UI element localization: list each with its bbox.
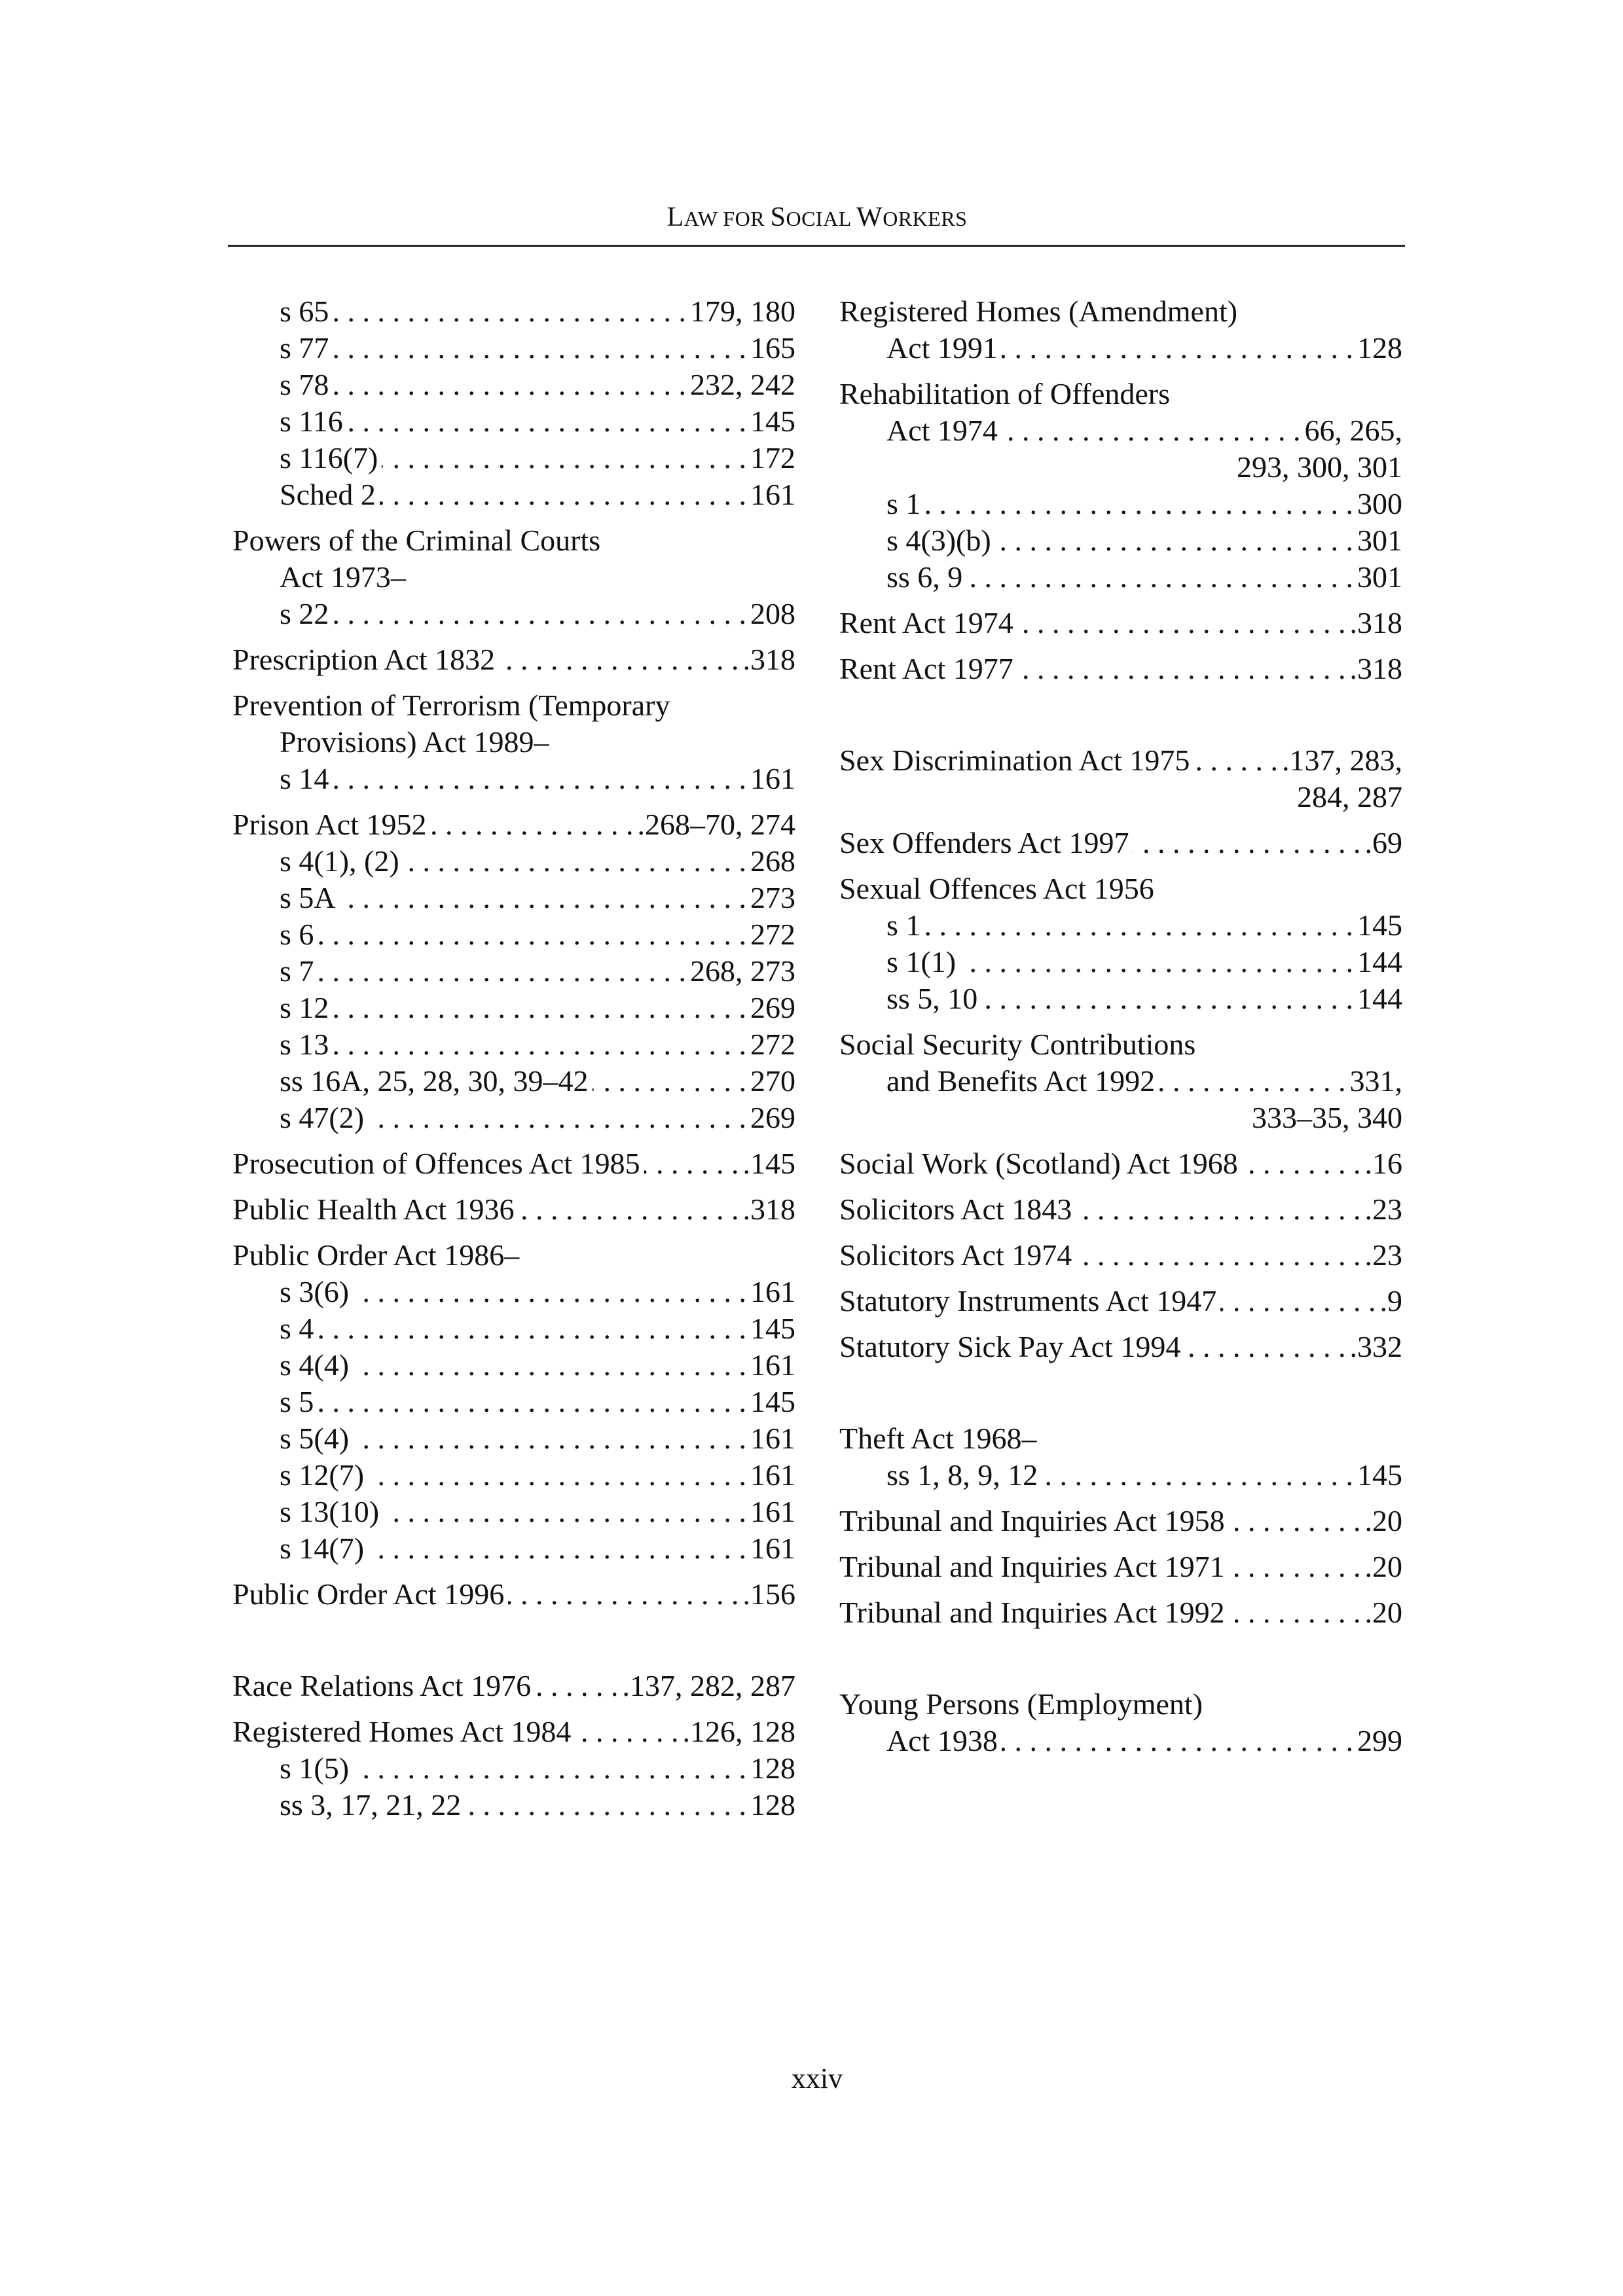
index-entry-text: s 5A: [280, 881, 336, 914]
index-heading-text: Public Order Act 1986–: [232, 1238, 520, 1272]
dot-leader: [430, 806, 633, 843]
index-entry-pages: 301: [1357, 560, 1402, 594]
index-entry: [232, 1457, 795, 1494]
index-entry: [232, 1191, 795, 1228]
index-entry-pages: .332: [1349, 1330, 1402, 1363]
index-heading-text: Sexual Offences Act 1956: [839, 872, 1154, 905]
index-entry-pages: 301: [1357, 524, 1402, 557]
spacer: [232, 513, 795, 522]
index-entry: [232, 1420, 795, 1457]
spacer: [839, 1182, 1402, 1191]
index-entry-pages: 145: [750, 404, 795, 438]
index-entry-text: Act 1938: [886, 1724, 998, 1757]
dot-leader: [1002, 330, 1353, 367]
index-entry-text: s 6: [280, 918, 314, 951]
index-heading-text: Rehabilitation of Offenders: [839, 377, 1171, 410]
dot-leader: [333, 367, 686, 403]
dot-leader: [981, 980, 1353, 1017]
index-entry: [839, 944, 1402, 980]
index-entry-pages: .23: [1364, 1193, 1402, 1226]
dot-leader: [1002, 412, 1301, 449]
dot-leader: [1133, 825, 1360, 861]
index-entry: [839, 330, 1402, 367]
dot-leader: [368, 1530, 746, 1567]
spacer: [232, 632, 795, 641]
index-entry-text: Public Order Act 1996: [232, 1577, 505, 1611]
index-entry-text: s 1: [886, 487, 921, 520]
dot-leader: [318, 1310, 746, 1347]
index-entry-pages: .16: [1364, 1147, 1402, 1180]
dot-leader: [593, 1063, 746, 1100]
index-entry: [839, 605, 1402, 641]
index-entry: [232, 403, 795, 440]
index-entry: [839, 1329, 1402, 1365]
index-entry-pages: 272: [750, 918, 795, 951]
index-heading-text: Young Persons (Employment): [839, 1687, 1203, 1721]
dot-leader: [960, 944, 1353, 980]
index-entry-continuation: [839, 779, 1402, 816]
index-entry-text: Prison Act 1952: [232, 808, 427, 841]
dot-leader: [382, 440, 746, 476]
index-entry-text: and Benefits Act 1992: [886, 1064, 1156, 1098]
index-entry-pages: .145: [742, 1147, 795, 1180]
dot-leader: [465, 1787, 746, 1823]
page-number: xxiv: [791, 2062, 843, 2094]
index-entry-pages: .20: [1364, 1596, 1402, 1629]
dot-leader: [924, 907, 1353, 944]
dot-leader: [1229, 1503, 1361, 1539]
index-heading: [839, 870, 1402, 907]
dot-leader: [340, 880, 746, 916]
dot-leader: [1242, 1145, 1361, 1182]
dot-leader: [1229, 1549, 1361, 1585]
dot-leader: [353, 1750, 746, 1787]
index-entry: [232, 596, 795, 632]
index-entry-text: s 13: [280, 1028, 329, 1061]
index-entry: [232, 293, 795, 330]
spacer: [839, 1136, 1402, 1145]
index-entry: [232, 440, 795, 476]
index-entry-pages: 161: [750, 1532, 795, 1565]
index-entry: [839, 907, 1402, 944]
index-entry-pages: .156: [742, 1577, 795, 1611]
index-heading: [232, 724, 795, 761]
index-entry-pages: .9: [1379, 1284, 1402, 1318]
index-entry-text: ss 5, 10: [886, 982, 978, 1015]
header-rule: [228, 245, 1405, 247]
index-entry: [232, 1274, 795, 1310]
index-entry-text: s 14(7): [280, 1532, 365, 1565]
index-entry-pages: 268, 273: [690, 954, 795, 988]
dot-leader: [508, 1576, 739, 1613]
index-entry-pages: .318: [742, 1193, 795, 1226]
index-column-right: [839, 293, 1402, 1759]
index-entry-pages: 232, 242: [690, 368, 795, 401]
index-entry-text: s 65: [280, 295, 329, 328]
index-heading: [839, 376, 1402, 412]
index-entry-pages: 145: [750, 1385, 795, 1418]
dot-leader: [1042, 1457, 1353, 1494]
index-entry-pages: 145: [1357, 908, 1402, 942]
index-entry: [232, 843, 795, 880]
index-entry-text: s 4(3)(b): [886, 524, 991, 557]
index-entry-text: s 1(1): [886, 945, 957, 978]
index-entry: [232, 1026, 795, 1063]
index-entry-pages: 165: [750, 331, 795, 365]
index-entry-text: Tribunal and Inquiries Act 1992: [839, 1596, 1225, 1629]
spacer: [839, 816, 1402, 825]
index-heading: [839, 293, 1402, 330]
index-entry-continuation: [839, 449, 1402, 486]
index-entry-pages: 172: [750, 441, 795, 475]
index-entry-pages: .23: [1364, 1238, 1402, 1272]
index-entry-pages: 128: [750, 1751, 795, 1785]
spacer: [232, 1136, 795, 1145]
index-entry: [232, 806, 795, 843]
index-entry-pages: .20: [1364, 1504, 1402, 1537]
index-entry-pages: .268–70, 274: [637, 808, 795, 841]
index-entry: [232, 476, 795, 513]
index-entry-pages: .20: [1364, 1550, 1402, 1583]
spacer: [232, 1228, 795, 1237]
index-entry: [232, 1750, 795, 1787]
index-entry-continuation: [839, 1100, 1402, 1136]
dot-leader: [1017, 651, 1346, 687]
index-entry: [839, 825, 1402, 861]
index-entry-text: Rent Act 1977: [839, 652, 1013, 685]
index-entry: [232, 367, 795, 403]
index-heading-text: Registered Homes (Amendment): [839, 295, 1238, 328]
index-entry-pages: .318: [742, 643, 795, 676]
index-entry: [232, 990, 795, 1026]
index-heading-text: Powers of the Criminal Courts: [232, 524, 601, 557]
index-entry-pages: 161: [750, 762, 795, 795]
spacer: [232, 678, 795, 687]
index-entry-text: s 5: [280, 1385, 314, 1418]
index-entry: [232, 1100, 795, 1136]
index-entry-pages: 268: [750, 844, 795, 878]
index-entry-text: s 13(10): [280, 1495, 380, 1528]
dot-leader: [1184, 1329, 1345, 1365]
index-entry: [232, 1063, 795, 1100]
dot-leader: [353, 1274, 746, 1310]
dot-leader: [383, 1494, 746, 1530]
index-entry: [839, 1191, 1402, 1228]
dot-leader: [519, 1191, 739, 1228]
index-entry-pages: .318: [1349, 606, 1402, 639]
index-entry-text: Statutory Instruments Act 1947: [839, 1284, 1217, 1318]
index-entry: [839, 412, 1402, 449]
dot-leader: [1194, 742, 1278, 779]
index-heading: [232, 687, 795, 724]
index-entry: [839, 1237, 1402, 1274]
dot-leader: [1229, 1594, 1361, 1631]
index-entry-text: s 78: [280, 368, 329, 401]
index-heading-text: Social Security Contributions: [839, 1028, 1196, 1061]
spacer: [232, 1613, 795, 1668]
index-entry-text: Public Health Act 1936: [232, 1193, 515, 1226]
index-entry-pages: 284, 287: [1297, 780, 1402, 814]
spacer: [839, 1539, 1402, 1549]
spacer: [839, 687, 1402, 742]
index-entry-pages: 331,: [1349, 1064, 1402, 1098]
index-entry-text: Sex Discrimination Act 1975: [839, 744, 1190, 777]
dot-leader: [368, 1457, 746, 1494]
index-entry-text: s 116: [280, 404, 343, 438]
index-entry-pages: 293, 300, 301: [1237, 450, 1402, 484]
dot-leader: [924, 486, 1353, 522]
spacer: [839, 1319, 1402, 1329]
index-entry: [839, 1283, 1402, 1319]
header-letter: L: [666, 202, 684, 232]
index-entry-pages: 300: [1357, 487, 1402, 520]
index-entry-text: Prosecution of Offences Act 1985: [232, 1147, 640, 1180]
index-entry: [839, 1457, 1402, 1494]
index-entry-pages: 299: [1357, 1724, 1402, 1757]
spacer: [232, 797, 795, 806]
index-entry: [232, 330, 795, 367]
header-smallcaps: OCIAL: [786, 207, 857, 230]
index-entry-pages: 273: [750, 881, 795, 914]
index-entry: [839, 1594, 1402, 1631]
dot-leader: [403, 843, 746, 880]
dot-leader: [318, 1384, 746, 1420]
index-entry-pages: .137, 283,: [1282, 744, 1402, 777]
spacer: [839, 1494, 1402, 1503]
spacer: [232, 1704, 795, 1713]
index-entry-pages: 161: [750, 1458, 795, 1492]
dot-leader: [1076, 1191, 1360, 1228]
index-entry-text: Race Relations Act 1976: [232, 1669, 532, 1702]
index-entry-pages: 161: [750, 478, 795, 511]
index-entry: [232, 1494, 795, 1530]
index-entry-text: s 1: [886, 908, 921, 942]
spacer: [839, 367, 1402, 376]
dot-leader: [1076, 1237, 1360, 1274]
index-entry-pages: 144: [1357, 945, 1402, 978]
index-entry-pages: 179, 180: [690, 295, 795, 328]
dot-leader: [333, 761, 746, 797]
header-letter: S: [770, 202, 786, 232]
dot-leader: [575, 1713, 678, 1750]
index-entry-pages: 161: [750, 1495, 795, 1528]
dot-leader: [644, 1145, 739, 1182]
dot-leader: [499, 641, 739, 678]
index-heading: [232, 559, 795, 596]
index-heading-text: Act 1973–: [280, 560, 406, 594]
index-entry-text: s 116(7): [280, 441, 378, 475]
index-entry-pages: 128: [750, 1788, 795, 1821]
dot-leader: [333, 1026, 746, 1063]
dot-leader: [333, 330, 746, 367]
index-entry-text: ss 6, 9: [886, 560, 963, 594]
index-entry-pages: 333–35, 340: [1252, 1101, 1402, 1134]
index-entry: [839, 1503, 1402, 1539]
index-entry-pages: 128: [1357, 331, 1402, 365]
index-entry-text: s 22: [280, 597, 329, 630]
index-entry-pages: 144: [1357, 982, 1402, 1015]
index-entry-text: Tribunal and Inquiries Act 1971: [839, 1550, 1225, 1583]
index-entry: [232, 1145, 795, 1182]
index-entry: [839, 486, 1402, 522]
spacer: [839, 861, 1402, 870]
running-header: [228, 202, 1406, 233]
spacer: [839, 1274, 1402, 1283]
index-entry: [232, 880, 795, 916]
dot-leader: [380, 476, 746, 513]
index-entry-text: ss 3, 17, 21, 22: [280, 1788, 462, 1821]
index-entry-text: ss 16A, 25, 28, 30, 39–42: [280, 1064, 589, 1098]
dot-leader: [535, 1668, 618, 1704]
index-entry: [232, 1668, 795, 1704]
index-entry-pages: 145: [750, 1312, 795, 1345]
index-entry-text: s 7: [280, 954, 314, 988]
dot-leader: [1159, 1063, 1345, 1100]
index-entry: [232, 641, 795, 678]
spacer: [839, 1365, 1402, 1420]
index-entry: [839, 1723, 1402, 1759]
index-entry-pages: .137, 282, 287: [622, 1669, 795, 1702]
index-entry-pages: 161: [750, 1275, 795, 1308]
index-entry-text: Solicitors Act 1843: [839, 1193, 1072, 1226]
dot-leader: [333, 990, 746, 1026]
index-entry: [232, 1787, 795, 1823]
index-entry: [839, 980, 1402, 1017]
spacer: [839, 596, 1402, 605]
index-entry-text: s 14: [280, 762, 329, 795]
dot-leader: [318, 953, 686, 990]
index-entry-text: Prescription Act 1832: [232, 643, 496, 676]
header-letter: W: [856, 202, 883, 232]
dot-leader: [347, 403, 746, 440]
index-entry-text: Act 1991: [886, 331, 998, 365]
dot-leader: [333, 293, 686, 330]
index-entry: [839, 742, 1402, 779]
index-entry-text: Tribunal and Inquiries Act 1958: [839, 1504, 1225, 1537]
dot-leader: [368, 1100, 746, 1136]
index-entry-text: s 3(6): [280, 1275, 350, 1308]
index-entry: [839, 1063, 1402, 1100]
index-entry: [232, 1347, 795, 1384]
index-entry-pages: 161: [750, 1422, 795, 1455]
index-entry-text: Statutory Sick Pay Act 1994: [839, 1330, 1181, 1363]
index-entry-pages: 269: [750, 1101, 795, 1134]
index-entry-pages: 66, 265,: [1304, 414, 1402, 447]
index-entry-pages: 269: [750, 991, 795, 1024]
spacer: [839, 1017, 1402, 1026]
spacer: [839, 1585, 1402, 1594]
index-heading: [232, 522, 795, 559]
index-entry-text: Sched 2: [280, 478, 376, 511]
index-entry-text: s 5(4): [280, 1422, 350, 1455]
index-entry-text: s 1(5): [280, 1751, 350, 1785]
index-entry-text: s 47(2): [280, 1101, 365, 1134]
index-entry-text: s 77: [280, 331, 329, 365]
spacer: [232, 1182, 795, 1191]
index-entry-text: Social Work (Scotland) Act 1968: [839, 1147, 1238, 1180]
index-column-left: [232, 293, 795, 1823]
spacer: [839, 641, 1402, 651]
dot-leader: [995, 522, 1353, 559]
spacer: [839, 1228, 1402, 1237]
index-entry-text: s 4(4): [280, 1348, 350, 1382]
index-entry-text: s 4(1), (2): [280, 844, 399, 878]
dot-leader: [966, 559, 1353, 596]
dot-leader: [333, 596, 746, 632]
dot-leader: [353, 1420, 746, 1457]
index-entry: [232, 953, 795, 990]
index-entry: [839, 651, 1402, 687]
dot-leader: [353, 1347, 746, 1384]
index-entry-pages: 272: [750, 1028, 795, 1061]
index-heading: [232, 1237, 795, 1274]
index-heading: [839, 1686, 1402, 1723]
index-entry: [232, 1310, 795, 1347]
index-entry-text: Solicitors Act 1974: [839, 1238, 1072, 1272]
header-smallcaps: ORKERS: [883, 207, 968, 230]
index-entry: [232, 1576, 795, 1613]
index-entry-text: Rent Act 1974: [839, 606, 1013, 639]
index-heading: [839, 1420, 1402, 1457]
index-heading-text: Theft Act 1968–: [839, 1422, 1037, 1455]
index-entry-pages: .69: [1364, 826, 1402, 859]
index-entry-pages: .126, 128: [682, 1715, 795, 1748]
dot-leader: [318, 916, 746, 953]
index-entry-text: s 12: [280, 991, 329, 1024]
index-entry-text: Registered Homes Act 1984: [232, 1715, 572, 1748]
index-entry-pages: .318: [1349, 652, 1402, 685]
index-entry-text: s 12(7): [280, 1458, 365, 1492]
index-entry: [839, 522, 1402, 559]
dot-leader: [1002, 1723, 1353, 1759]
index-entry: [232, 761, 795, 797]
header-smallcaps: AW FOR: [684, 207, 771, 230]
index-heading-text: Prevention of Terrorism (Temporary: [232, 689, 670, 722]
index-entry-text: Act 1974: [886, 414, 998, 447]
spacer: [839, 1631, 1402, 1686]
dot-leader: [1017, 605, 1346, 641]
index-heading: [839, 1026, 1402, 1063]
dot-leader: [1220, 1283, 1376, 1319]
index-entry-pages: 145: [1357, 1458, 1402, 1492]
index-entry: [232, 916, 795, 953]
index-entry-pages: 161: [750, 1348, 795, 1382]
index-entry: [232, 1384, 795, 1420]
index-entry-pages: 208: [750, 597, 795, 630]
index-entry-text: Sex Offenders Act 1997: [839, 826, 1129, 859]
index-entry-text: ss 1, 8, 9, 12: [886, 1458, 1038, 1492]
index-entry: [232, 1713, 795, 1750]
index-entry-text: s 4: [280, 1312, 314, 1345]
index-entry: [839, 559, 1402, 596]
index-entry: [232, 1530, 795, 1567]
index-entry: [839, 1145, 1402, 1182]
index-entry: [839, 1549, 1402, 1585]
index-entry-pages: 270: [750, 1064, 795, 1098]
spacer: [232, 1567, 795, 1576]
index-heading-text: Provisions) Act 1989–: [280, 725, 549, 759]
